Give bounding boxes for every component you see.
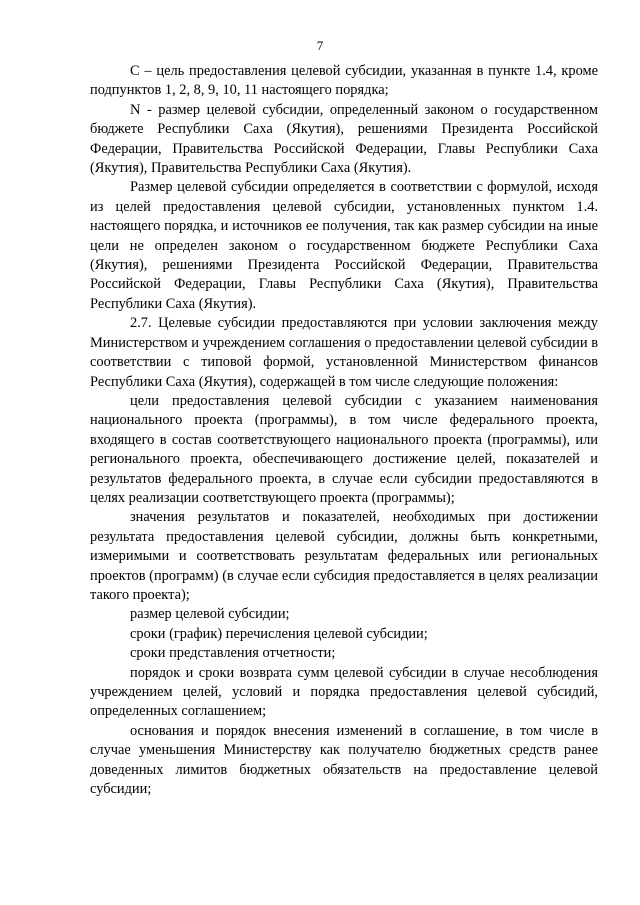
- paragraph-2-7: 2.7. Целевые субсидии предоставляются при условии заключения между Министерством и учреждением соглашения о предоставлении целевой субсидии в соответствии с типовой формой, установленной Министерством финансов Республики Саха (Якутия), содержащей в том числе следующие положения:: [90, 315, 598, 390]
- paragraph-schedule: сроки (график) перечисления целевой субсидии;: [130, 625, 428, 642]
- paragraph-formula-c: C – цель предоставления целевой субсидии, указанная в пункте 1.4, кроме подпунктов 1, 2, 8, 9, 10, 11 настоящего порядка;: [90, 63, 598, 99]
- document-body: [90, 62, 598, 799]
- paragraph-reporting: сроки представления отчетности;: [130, 645, 336, 662]
- paragraph-return: порядок и сроки возврата сумм целевой субсидии в случае несоблюдения учреждением целей, условий и порядка предоставления целевой субсидий, определенных соглашением;: [90, 664, 598, 720]
- paragraph-subsidy-size: Размер целевой субсидии определяется в соответствии с формулой, исходя из целей предоставления целевой субсидии, установленных пунктом 1.4. настоящего порядка, и источников ее получения, так как размер субсидии на иные цели не определен законом о государственном бюджете Республики Саха (Якутия), решениями Президента Российской Федерации, Правительства Российской Федерации, Главы Республики Саха (Якутия), Правительства Республики Саха (Якутия).: [90, 179, 598, 312]
- paragraph-formula-n: N - размер целевой субсидии, определенный законом о государственном бюджете Республики Саха (Якутия), решениями Президента Российской Федерации, Правительства Российской Федерации, Главы Республики Саха (Якутия), Правительства Республики Саха (Якутия).: [90, 101, 598, 177]
- paragraph-results: значения результатов и показателей, необходимых при достижении результата предоставления целевой субсидии, должны быть конкретными, измеримыми и соответствовать результатам федеральных или региональных проектов (программ) (в случае если субсидия предоставляется в целях реализации такого проекта);: [90, 509, 598, 603]
- page-number: 7: [316, 38, 324, 53]
- paragraph-size: размер целевой субсидии;: [130, 606, 290, 623]
- paragraph-goals: цели предоставления целевой субсидии с указанием наименования национального проекта (программы), в том числе федерального проекта, входящего в состав соответствующего национального проекта (программы), или регионального проекта, обеспечивающего достижение целей, показателей и результатов федерального проекта, в случае если субсидии предоставляются в целях реализации соответствующего проекта (программы);: [90, 392, 598, 506]
- paragraph-amendments: основания и порядок внесения изменений в соглашение, в том числе в случае уменьшения Министерству как получателю бюджетных средств ранее доведенных лимитов бюджетных обязательств на предоставление целевой субсидии;: [90, 722, 598, 798]
